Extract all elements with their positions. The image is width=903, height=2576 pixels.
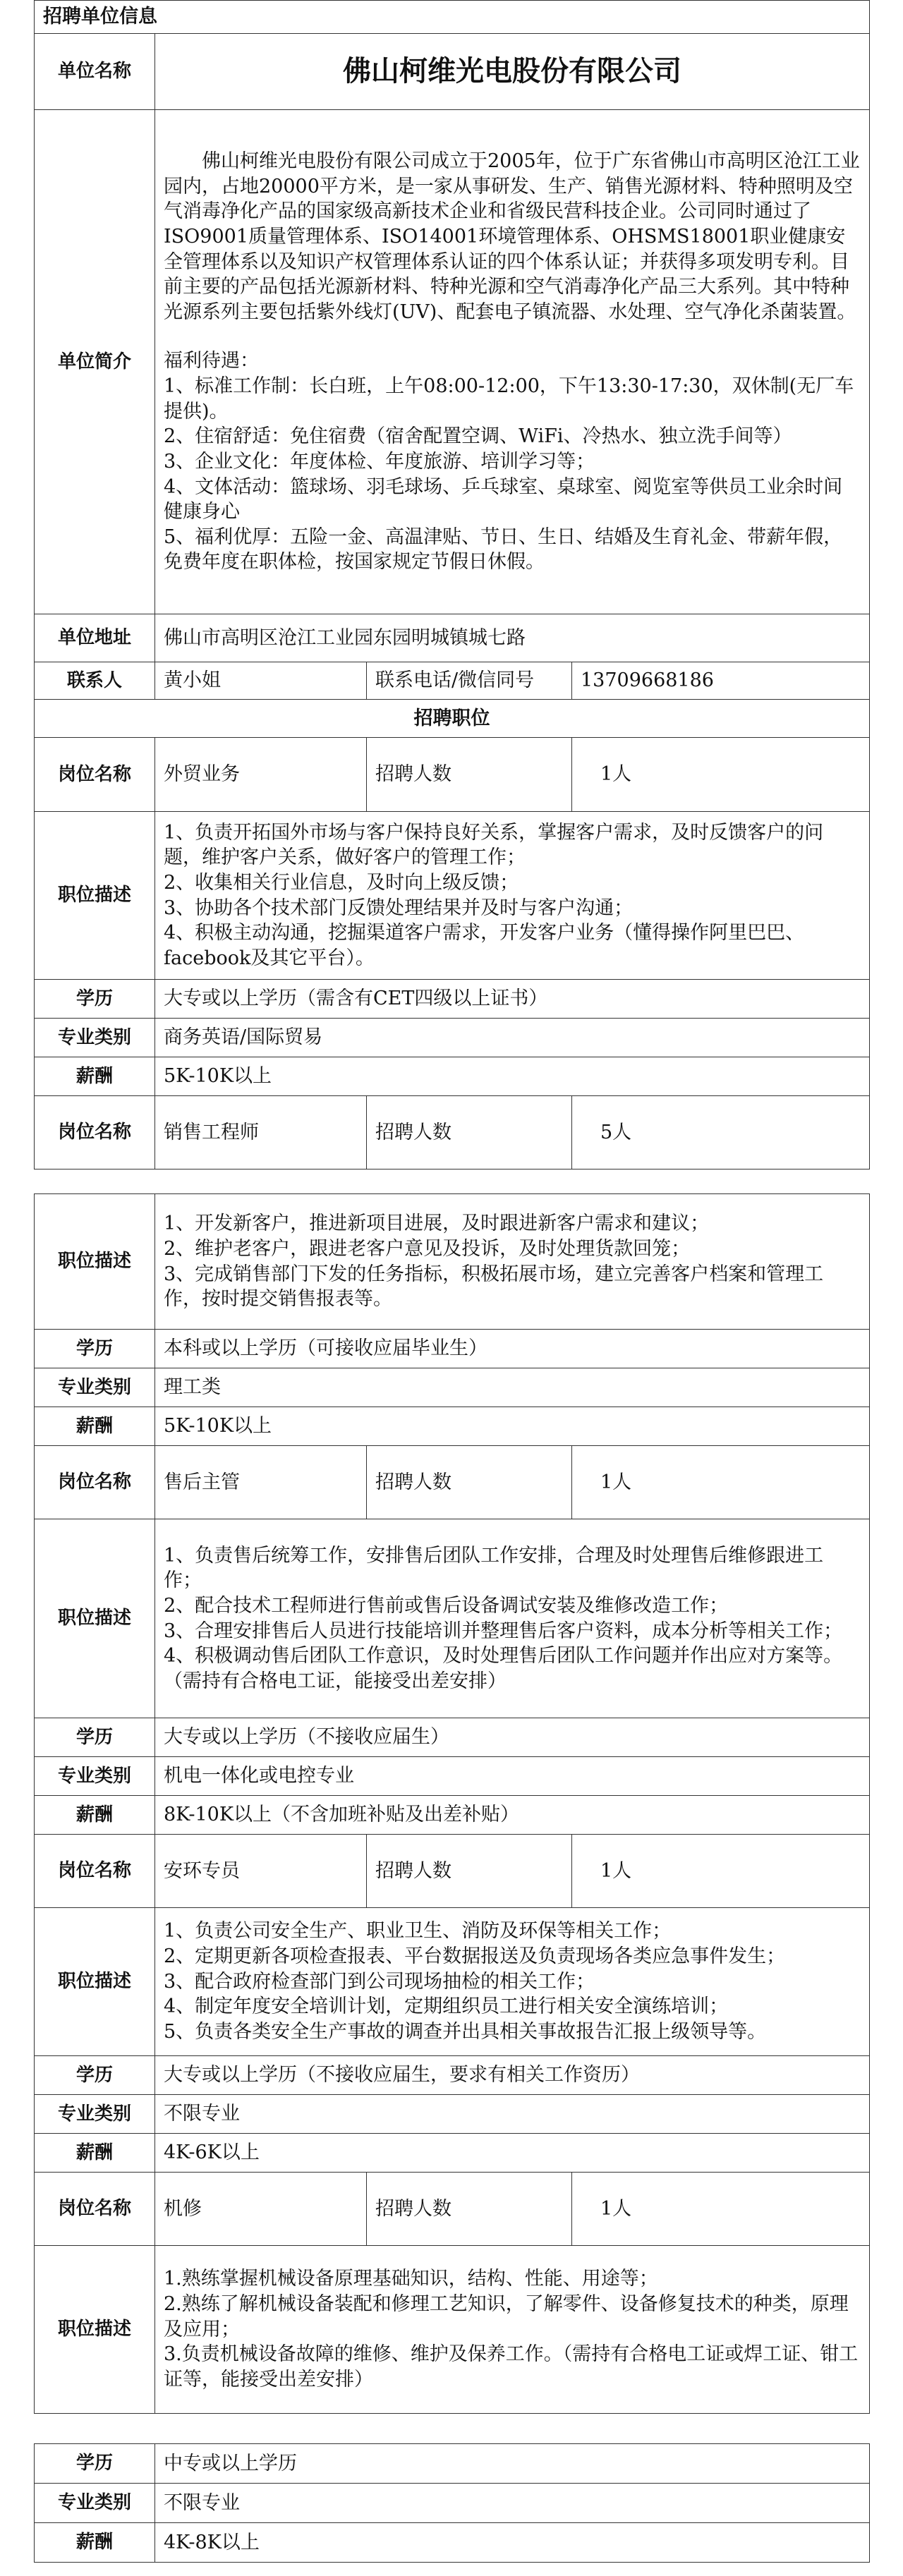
benefit-item: 4、文体活动：篮球场、羽毛球场、乒乓球室、桌球室、阅览室等供员工业余时间健康身心 (164, 475, 843, 523)
position-label: 岗位名称 (35, 1835, 155, 1908)
salary-label: 薪酬 (35, 2523, 155, 2563)
benefits-title: 福利待遇： (164, 350, 259, 372)
salary-label: 薪酬 (35, 1407, 155, 1446)
description-label: 职位描述 (35, 1908, 155, 2056)
education-label: 学历 (35, 1330, 155, 1368)
job-description (155, 1194, 870, 1330)
headcount-label: 招聘人数 (367, 1835, 572, 1908)
description-item: 2、配合技术工程师进行售前或售后设备调试安装及维修改造工作； (164, 1594, 729, 1617)
description-item: 1、负责售后统筹工作，安排售后团队工作安排，合理及时处理售后维修跟进工作； (164, 1544, 824, 1592)
description-label: 职位描述 (35, 1519, 155, 1718)
salary-label: 薪酬 (35, 1796, 155, 1835)
education-label: 学历 (35, 2056, 155, 2095)
benefit-item: 5、福利优厚：五险一金、高温津贴、节日、生日、结婚及生育礼金、带薪年假，免费年度在职体检，按国家规定节假日休假。 (164, 525, 843, 573)
job-position: 安环专员 (155, 1835, 367, 1908)
description-label: 职位描述 (35, 812, 155, 980)
company-intro-label: 单位简介 (35, 110, 155, 614)
education-label: 学历 (35, 980, 155, 1019)
job-headcount: 5人 (572, 1096, 870, 1169)
description-item: 4、制定年度安全培训计划，定期组织员工进行相关安全演练培训； (164, 1995, 729, 2018)
job-salary: 5K-10K以上 (155, 1407, 870, 1446)
headcount-label: 招聘人数 (367, 738, 572, 812)
description-item: 2、维护老客户，跟进老客户意见及投诉，及时处理货款回笼； (164, 1237, 691, 1260)
job-education: 大专或以上学历（不接收应届生，要求有相关工作资历） (155, 2056, 870, 2095)
job-headcount: 1人 (572, 738, 870, 812)
job-headcount: 1人 (572, 1835, 870, 1908)
job-major: 不限专业 (155, 2095, 870, 2134)
description-item: 1、开发新客户，推进新项目进展，及时跟进新客户需求和建议； (164, 1213, 710, 1235)
position-label: 岗位名称 (35, 1096, 155, 1169)
job-description (155, 812, 870, 980)
job-position: 售后主管 (155, 1446, 367, 1519)
job-position: 销售工程师 (155, 1096, 367, 1169)
description-item: 3、协助各个技术部门反馈处理结果并及时与客户沟通； (164, 897, 634, 919)
major-label: 专业类别 (35, 2484, 155, 2523)
benefit-item: 1、标准工作制：长白班，上午08:00-12:00，下午13:30-17:30，双休制(无厂车提供)。 (164, 375, 854, 423)
contact-label: 联系人 (35, 662, 155, 700)
company-address: 佛山市高明区沧江工业园东园明城镇城七路 (155, 614, 870, 662)
phone-label: 联系电话/微信同号 (367, 662, 572, 700)
job-salary: 8K-10K以上（不含加班补贴及出差补贴） (155, 1796, 870, 1835)
company-address-label: 单位地址 (35, 614, 155, 662)
job-position: 机修 (155, 2173, 367, 2246)
job-major: 商务英语/国际贸易 (155, 1019, 870, 1057)
job-salary: 5K-10K以上 (155, 1057, 870, 1096)
position-label: 岗位名称 (35, 1446, 155, 1519)
company-name-label: 单位名称 (35, 34, 155, 110)
recruitment-table-2 (34, 1193, 870, 2414)
job-education: 大专或以上学历（需含有CET四级以上证书） (155, 980, 870, 1019)
company-intro (155, 110, 870, 614)
headcount-label: 招聘人数 (367, 1446, 572, 1519)
job-position: 外贸业务 (155, 738, 367, 812)
description-item: 1、负责开拓国外市场与客户保持良好关系，掌握客户需求，及时反馈客户的问题，维护客户关系，做好客户的管理工作； (164, 821, 824, 869)
job-salary: 4K-8K以上 (155, 2523, 870, 2563)
job-education: 中专或以上学历 (155, 2444, 870, 2484)
job-description (155, 1908, 870, 2056)
description-item: 5、负责各类安全生产事故的调查并出具相关事故报告汇报上级领导等。 (164, 2020, 767, 2043)
salary-label: 薪酬 (35, 2134, 155, 2173)
headcount-label: 招聘人数 (367, 1096, 572, 1169)
education-label: 学历 (35, 2444, 155, 2484)
job-description (155, 2246, 870, 2414)
description-label: 职位描述 (35, 2246, 155, 2414)
job-description (155, 1519, 870, 1718)
education-label: 学历 (35, 1718, 155, 1757)
company-name: 佛山柯维光电股份有限公司 (155, 34, 870, 110)
salary-label: 薪酬 (35, 1057, 155, 1096)
position-label: 岗位名称 (35, 738, 155, 812)
recruitment-table-1 (34, 0, 870, 1169)
major-label: 专业类别 (35, 1019, 155, 1057)
job-major: 机电一体化或电控专业 (155, 1757, 870, 1796)
phone-number: 13709668186 (572, 662, 870, 700)
job-education: 大专或以上学历（不接收应届生） (155, 1718, 870, 1757)
description-item: 4、积极调动售后团队工作意识，及时处理售后团队工作问题并作出应对方案等。（需持有合格电工证，能接受出差安排） (164, 1645, 843, 1692)
company-intro-text: 佛山柯维光电股份有限公司成立于2005年，位于广东省佛山市高明区沧江工业园内，占地20000平方米，是一家从事研发、生产、销售光源材料、特种照明及空气消毒净化产品的国家级高新技术企业和省级民营科技企业。公司同时通过了ISO9001质量管理体系、ISO14001环境管理体系、OHSMS18001职业健康安全管理体系以及知识产权管理体系认证的四个体系认证；并获得多项发明专利。目前主要的产品包括光源新材料、特种光源和空气消毒净化产品三大系列。其中特种光源系列主要包括紫外线灯(UV)、配套电子镇流器、水处理、空气净化杀菌装置。 (164, 150, 860, 323)
major-label: 专业类别 (35, 2095, 155, 2134)
description-item: 3、配合政府检查部门到公司现场抽检的相关工作； (164, 1970, 595, 1993)
job-headcount: 1人 (572, 2173, 870, 2246)
major-label: 专业类别 (35, 1368, 155, 1407)
description-item: 3、合理安排售后人员进行技能培训并整理售后客户资料，成本分析等相关工作； (164, 1620, 843, 1642)
job-education: 本科或以上学历（可接收应届毕业生） (155, 1330, 870, 1368)
section-title-company: 招聘单位信息 (35, 1, 870, 34)
job-major: 不限专业 (155, 2484, 870, 2523)
description-item: 1.熟练掌握机械设备原理基础知识，结构、性能、用途等； (164, 2268, 658, 2290)
contact-name: 黄小姐 (155, 662, 367, 700)
headcount-label: 招聘人数 (367, 2173, 572, 2246)
description-item: 2、收集相关行业信息，及时向上级反馈； (164, 871, 519, 894)
description-label: 职位描述 (35, 1194, 155, 1330)
recruitment-table-3 (34, 2443, 870, 2563)
job-major: 理工类 (155, 1368, 870, 1407)
section-title-jobs: 招聘职位 (35, 700, 870, 738)
description-item: 2、定期更新各项检查报表、平台数据报送及负责现场各类应急事件发生； (164, 1945, 786, 1968)
benefit-item: 3、企业文化：年度体检、年度旅游、培训学习等； (164, 450, 595, 473)
job-salary: 4K-6K以上 (155, 2134, 870, 2173)
major-label: 专业类别 (35, 1757, 155, 1796)
job-headcount: 1人 (572, 1446, 870, 1519)
description-item: 2.熟练了解机械设备装配和修理工艺知识，了解零件、设备修复技术的种类，原理及应用； (164, 2293, 849, 2340)
description-item: 4、积极主动沟通，挖掘渠道客户需求，开发客户业务（懂得操作阿里巴巴、facebook及其它平台）。 (164, 922, 805, 969)
position-label: 岗位名称 (35, 2173, 155, 2246)
benefit-item: 2、住宿舒适：免住宿费（宿舍配置空调、WiFi、冷热水、独立洗手间等） (164, 425, 792, 448)
description-item: 1、负责公司安全生产、职业卫生、消防及环保等相关工作； (164, 1920, 672, 1943)
description-item: 3、完成销售部门下发的任务指标，积极拓展市场，建立完善客户档案和管理工作，按时提交销售报表等。 (164, 1263, 824, 1311)
description-item: 3.负责机械设备故障的维修、维护及保养工作。（需持有合格电工证或焊工证、钳工证等，能接受出差安排） (164, 2343, 859, 2390)
